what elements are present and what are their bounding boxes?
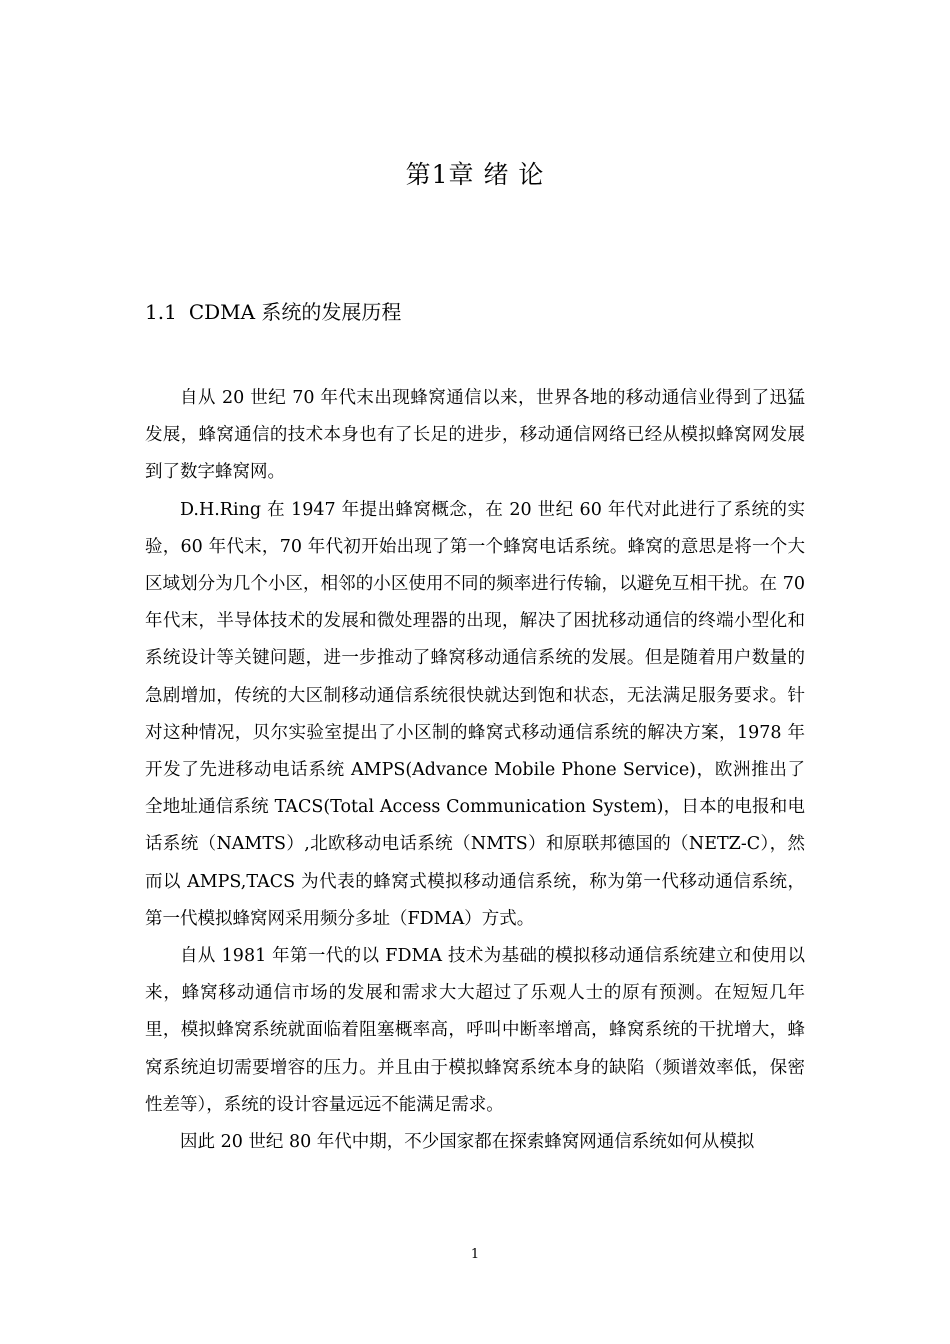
body-text — [145, 380, 805, 1161]
chapter-title: 第1章 绪 论 — [405, 160, 545, 189]
paragraph: 因此 20 世纪 80 年代中期，不少国家都在探索蜂窝网通信系统如何从模拟 — [180, 1132, 755, 1153]
section-title: CDMA 系统的发展历程 — [188, 300, 402, 324]
paragraph: D.H.Ring 在 1947 年提出蜂窝概念，在 20 世纪 60 年代对此进行了系统的实验，60 年代末，70 年代初开始出现了第一个蜂窝电话系统。蜂窝的意思是将一个大区域划分为几个小区，相邻的小区使用不同的频率进行传输，以避免互相干扰。在 70 年代末，半导体技术的发展和微处理器的出现，解决了困扰移动通信的终端小型化和系统设计等关键问题，进一步推动了蜂窝移动通信系统的发展。但是随着用户数量的急剧增加，传统的大区制移动通信系统很快就达到饱和状态，无法满足服务要求。针对这种情况，贝尔实验室提出了小区制的蜂窝式移动通信系统的解决方案，1978 年开发了先进移动电话系统 AMPS(Advance Mobile Phone Service)，欧洲推出了全地址通信系统 TACS(Total Access Communication System)，日本的电报和电话系统（NAMTS）,北欧移动电话系统（NMTS）和原联邦德国的（NETZ-C），然而以 AMPS,TACS 为代表的蜂窝式模拟移动通信系统，称为第一代移动通信系统，第一代模拟蜂窝网采用频分多址（FDMA）方式。 — [145, 499, 805, 929]
paragraph: 自从 20 世纪 70 年代末出现蜂窝通信以来，世界各地的移动通信业得到了迅猛发展，蜂窝通信的技术本身也有了长足的进步，移动通信网络已经从模拟蜂窝网发展到了数字蜂窝网。 — [145, 388, 805, 483]
section-heading — [145, 296, 401, 328]
page-number: 1 — [470, 1247, 480, 1262]
section-number: 1.1 — [145, 300, 177, 324]
paragraph: 自从 1981 年第一代的以 FDMA 技术为基础的模拟移动通信系统建立和使用以来，蜂窝移动通信市场的发展和需求大大超过了乐观人士的原有预测。在短短几年里，模拟蜂窝系统就面临着阻塞概率高，呼叫中断率增高，蜂窝系统的干扰增大，蜂窝系统迫切需要增容的压力。并且由于模拟蜂窝系统本身的缺陷（频谱效率低，保密性差等），系统的设计容量远远不能满足需求。 — [145, 946, 805, 1115]
